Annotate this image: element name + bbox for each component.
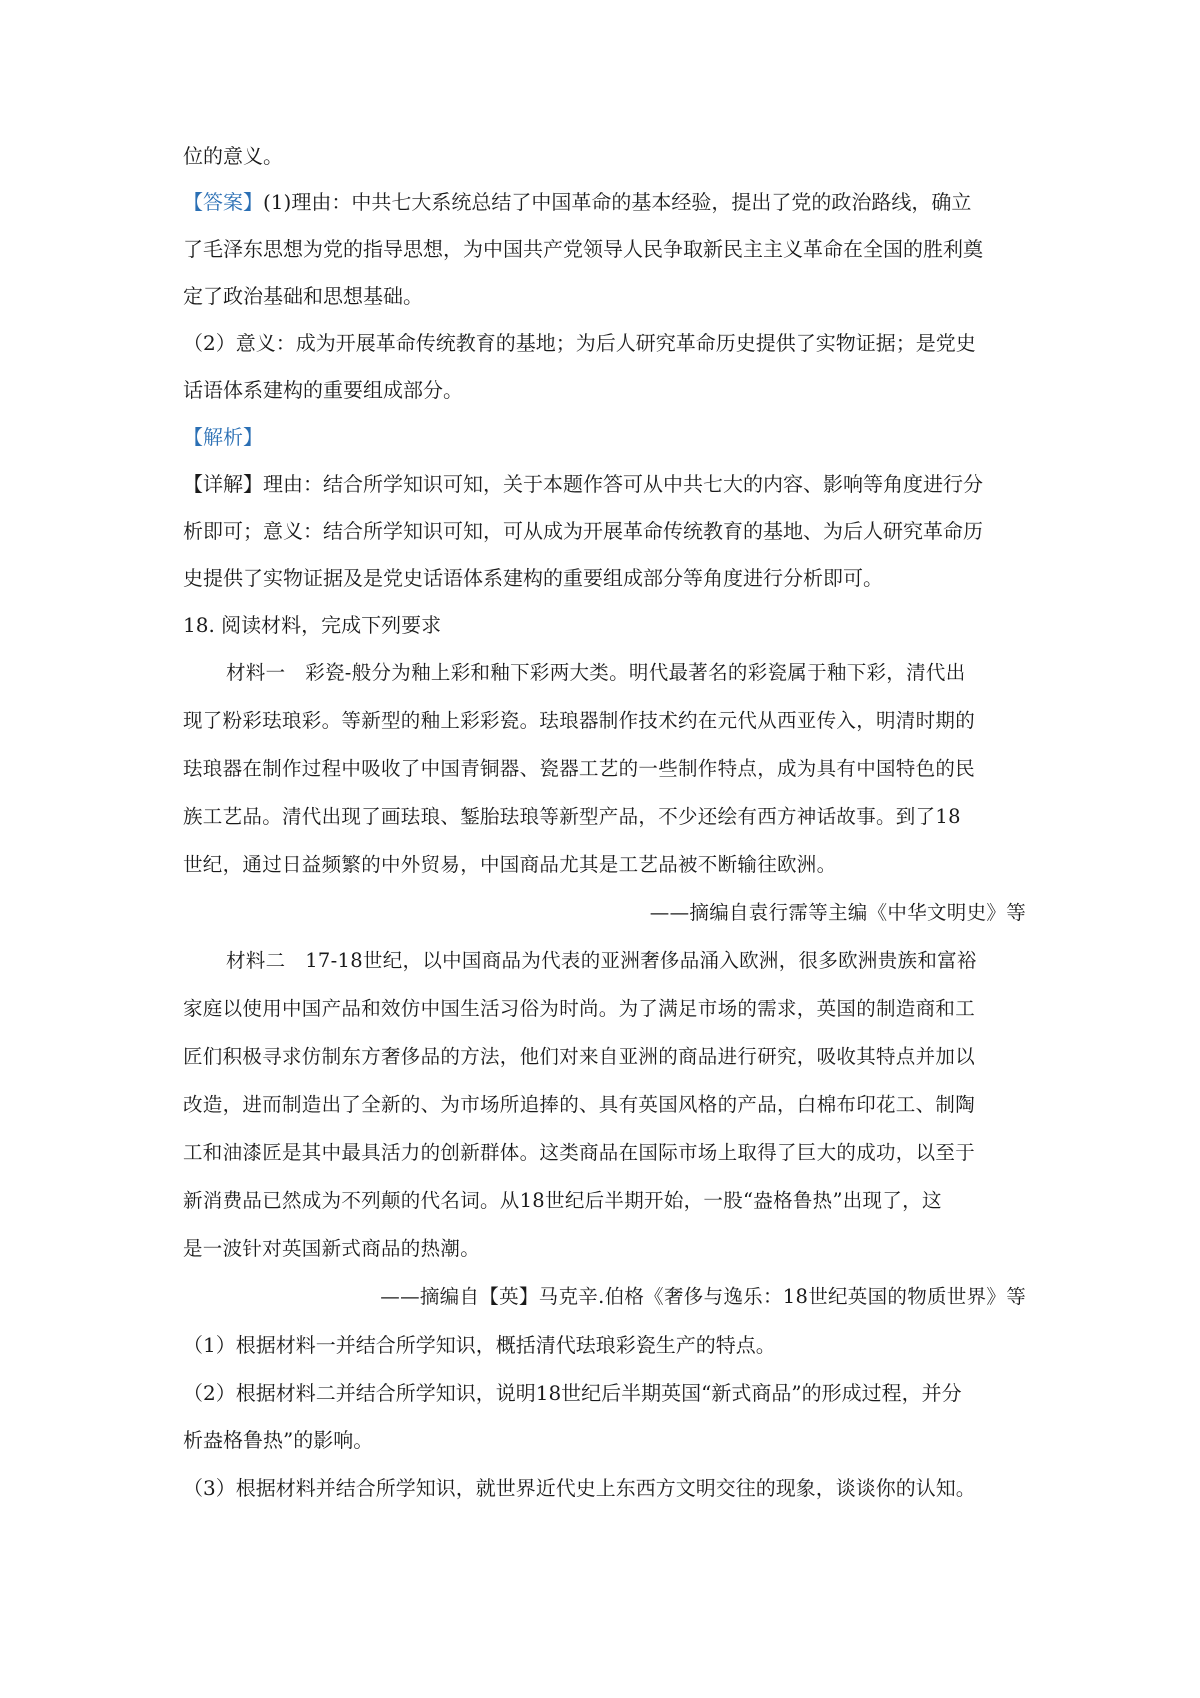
detail-line-3: 史提供了实物证据及是党史话语体系建构的重要组成部分等角度进行分析即可。 — [183, 566, 883, 590]
material2-line-4: 改造，进而制造出了全新的、为市场所追捧的、具有英国风格的产品，白棉布印花工、制陶 — [183, 1093, 976, 1116]
question-1: （1）根据材料一并结合所学知识，概括清代珐琅彩瓷生产的特点。 — [183, 1333, 776, 1357]
answer-line-2: 了毛泽东思想为党的指导思想，为中国共产党领导人民争取新民主主义革命在全国的胜利奠 — [183, 237, 983, 261]
q18-title: 18. 阅读材料，完成下列要求 — [183, 613, 442, 637]
material2-line-5: 工和油漆匠是其中最具活力的创新群体。这类商品在国际市场上取得了巨大的成功，以至于 — [183, 1141, 976, 1164]
material2-line-3: 匠们积极寻求仿制东方奢侈品的方法，他们对来自亚洲的商品进行研究，吸收其特点并加以 — [183, 1045, 976, 1068]
question-3: （3）根据材料并结合所学知识，就世界近代史上东西方文明交往的现象，谈谈你的认知。 — [183, 1476, 976, 1500]
detail-line-1: 【详解】理由：结合所学知识可知，关于本题作答可从中共七大的内容、影响等角度进行分 — [183, 472, 983, 496]
material1-line-5: 世纪，通过日益频繁的中外贸易，中国商品尤其是工艺品被不断输往欧洲。 — [183, 853, 837, 876]
answer-line-4: （2）意义：成为开展革命传统教育的基地；为后人研究革命历史提供了实物证据；是党史 — [183, 331, 976, 355]
question-2-line-1: （2）根据材料二并结合所学知识，说明18世纪后半期英国“新式商品”的形成过程，并分 — [183, 1381, 962, 1405]
detail-line-2: 析即可；意义：结合所学知识可知，可从成为开展革命传统教育的基地、为后人研究革命历 — [183, 519, 983, 543]
material1-line-2: 现了粉彩珐琅彩。等新型的釉上彩彩瓷。珐琅器制作技术约在元代从西亚传入，明清时期的 — [183, 709, 976, 732]
material2-source: ——摘编自【英】马克辛.伯格《奢侈与逸乐：18世纪英国的物质世界》等 — [380, 1285, 1026, 1308]
answer-tag: 【答案】 — [183, 190, 263, 214]
answer-line-1: 【答案】(1)理由：中共七大系统总结了中国革命的基本经验，提出了党的政治路线，确立 — [183, 190, 972, 214]
material1-source: ——摘编自袁行霈等主编《中华文明史》等 — [649, 901, 1026, 924]
analysis-tag: 【解析】 — [183, 425, 263, 449]
question-2-line-2: 析盎格鲁热”的影响。 — [183, 1428, 374, 1452]
material2-line-6: 新消费品已然成为不列颠的代名词。从18世纪后半期开始，一股“盎格鲁热”出现了，这 — [183, 1189, 942, 1212]
material1-line-3: 珐琅器在制作过程中吸收了中国青铜器、瓷器工艺的一些制作特点，成为具有中国特色的民 — [183, 757, 976, 780]
material1-line-1: 材料一 彩瓷-般分为釉上彩和釉下彩两大类。明代最著名的彩瓷属于釉下彩，清代出 — [226, 661, 966, 684]
material1-line-4: 族工艺品。清代出现了画珐琅、錾胎珐琅等新型产品，不少还绘有西方神话故事。到了18 — [183, 805, 961, 828]
material2-line-7: 是一波针对英国新式商品的热潮。 — [183, 1237, 481, 1260]
answer-line-3: 定了政治基础和思想基础。 — [183, 284, 423, 308]
material2-line-1: 材料二 17-18世纪，以中国商品为代表的亚洲奢侈品涌入欧洲，很多欧洲贵族和富裕 — [226, 949, 977, 972]
answer-line-5: 话语体系建构的重要组成部分。 — [183, 378, 463, 402]
material2-line-2: 家庭以使用中国产品和效仿中国生活习俗为时尚。为了满足市场的需求，英国的制造商和工 — [183, 997, 976, 1020]
q17-tail-text: 位的意义。 — [183, 144, 283, 168]
